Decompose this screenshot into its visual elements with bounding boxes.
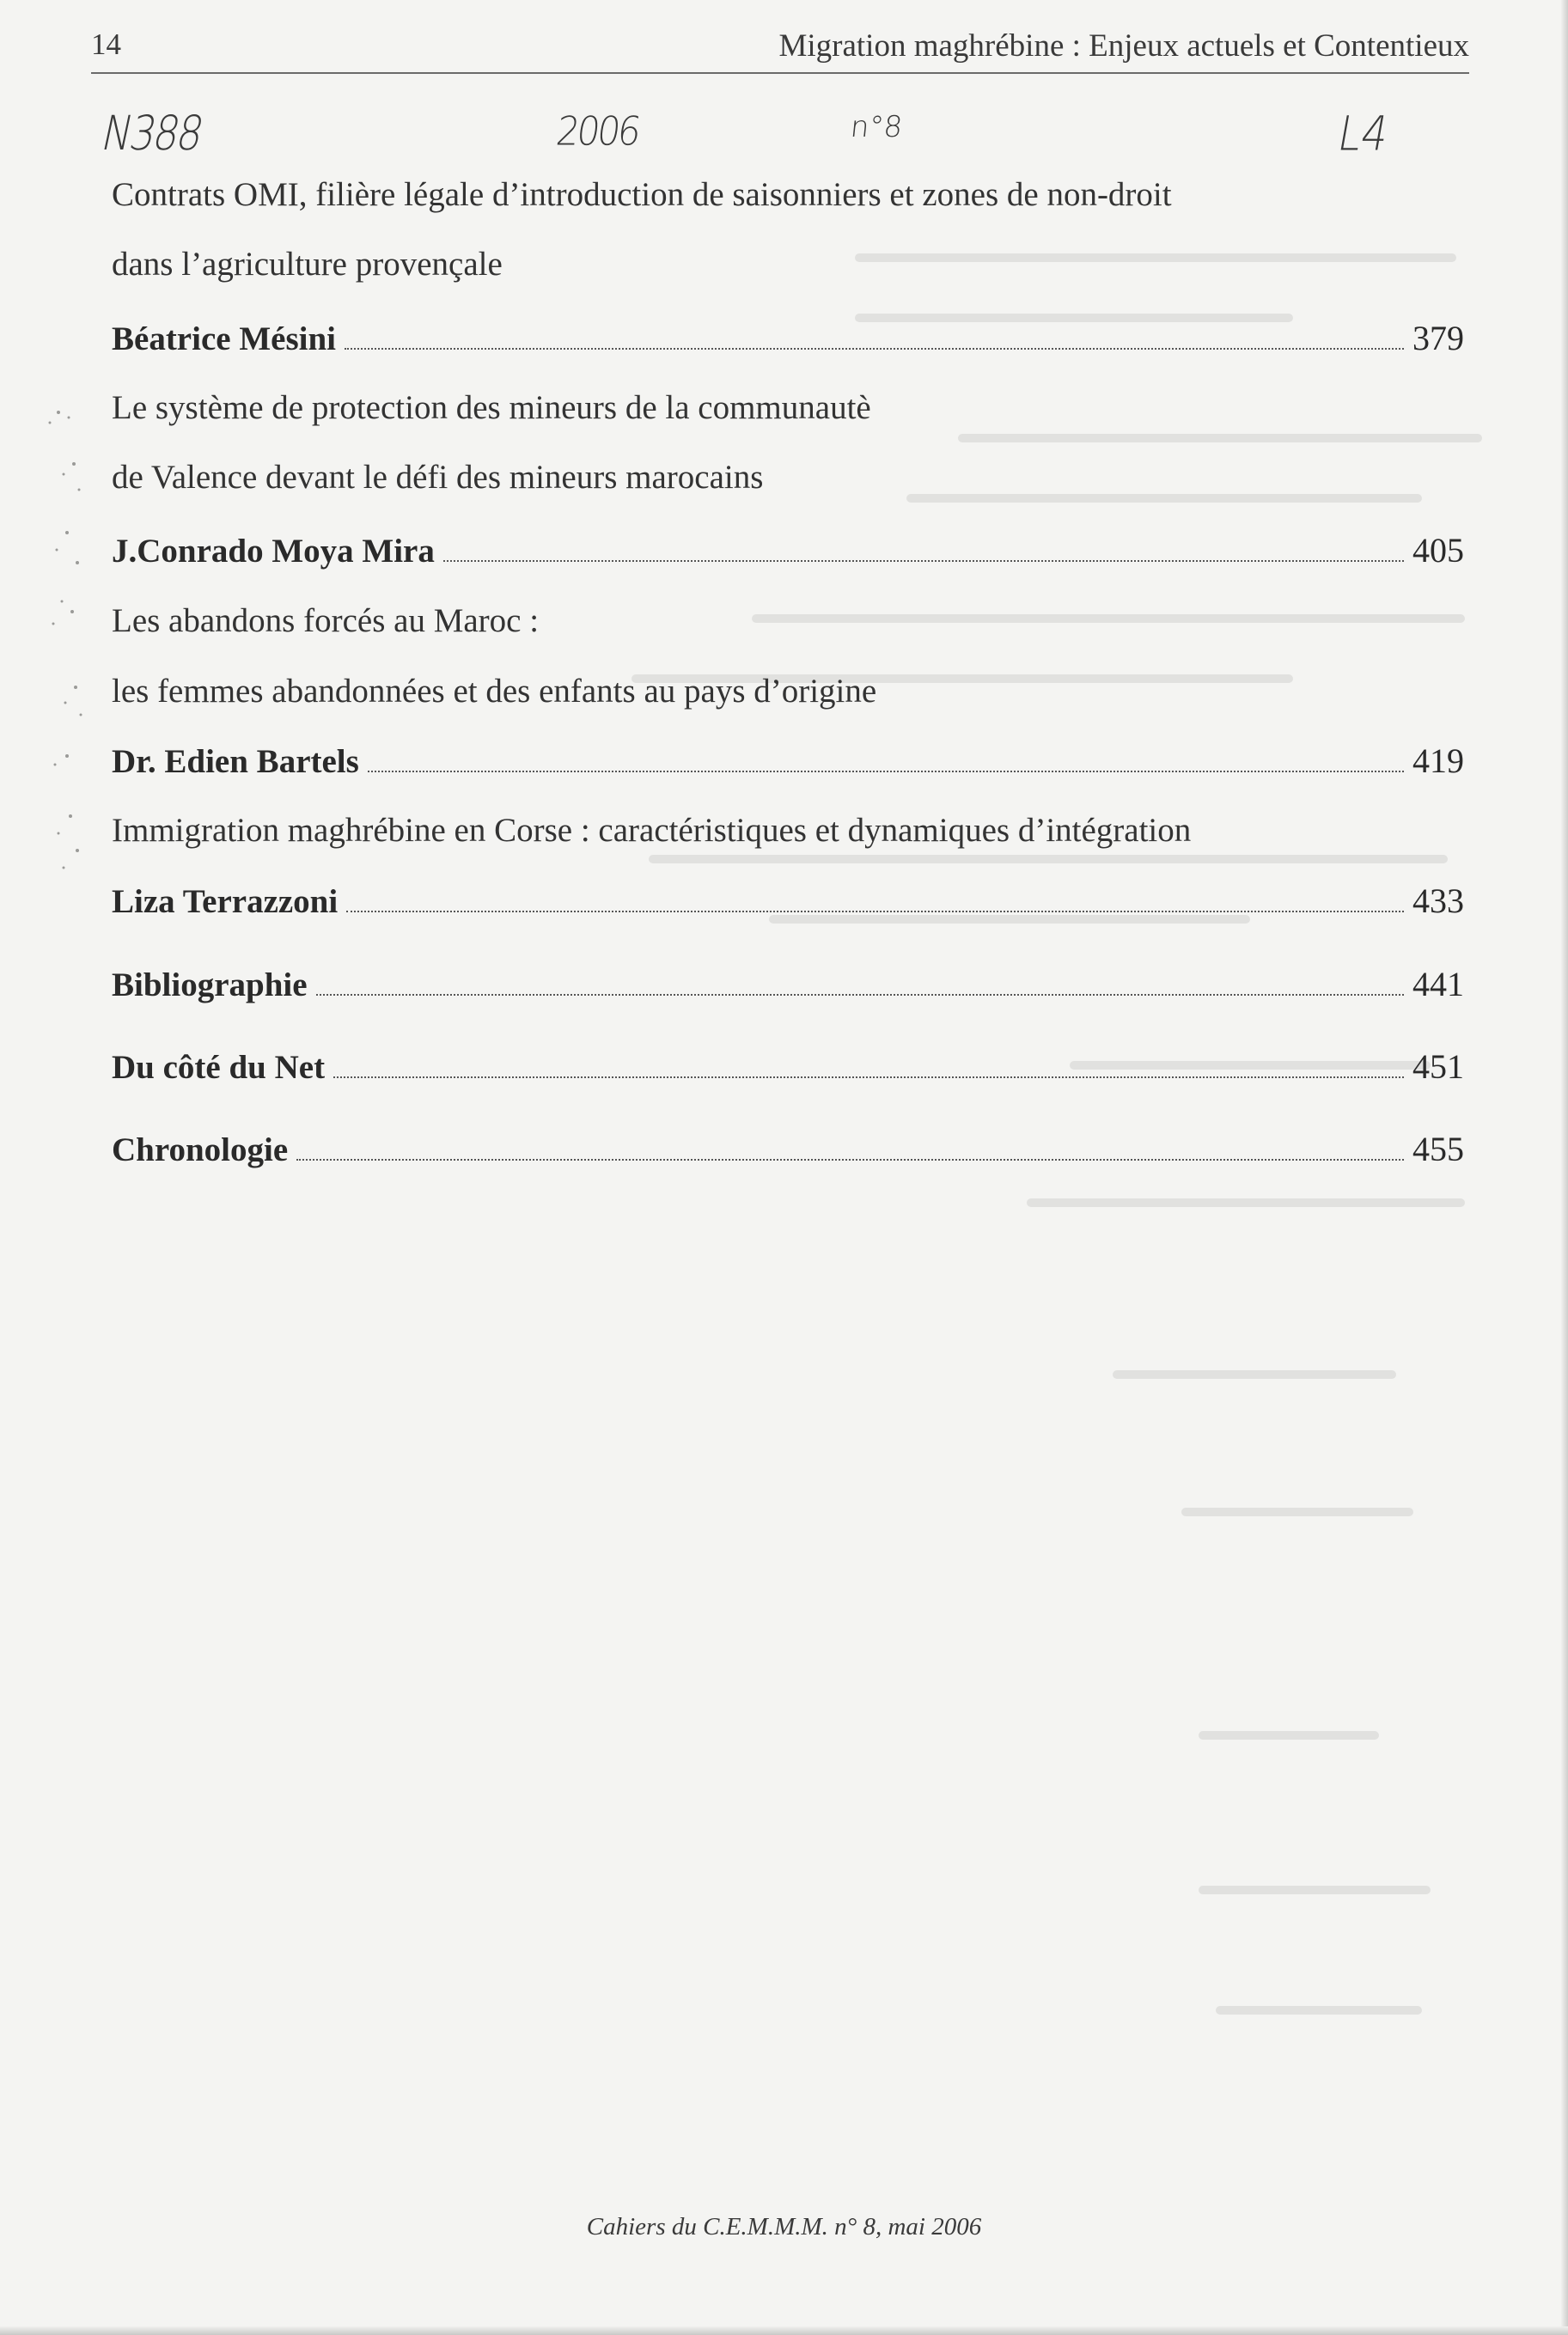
scan-bottom-shadow xyxy=(0,2326,1568,2335)
scan-edge-shadow xyxy=(1561,0,1568,2335)
toc-entry[interactable] xyxy=(112,1129,1464,1169)
handwritten-year: 2006 xyxy=(553,107,642,155)
toc-page-number: 455 xyxy=(1412,1130,1464,1168)
page-number: 14 xyxy=(91,27,121,61)
toc-section-title: Bibliographie xyxy=(112,966,308,1003)
dot-leader xyxy=(296,1158,1404,1161)
toc-page-number: 441 xyxy=(1412,965,1464,1003)
toc-title-line: de Valence devant le défi des mineurs marocains xyxy=(112,459,764,496)
dot-leader xyxy=(333,1076,1404,1078)
toc-entry[interactable] xyxy=(112,881,1464,921)
scan-specks xyxy=(24,404,93,885)
toc-entry[interactable] xyxy=(112,741,1464,781)
dot-leader xyxy=(346,910,1404,912)
handwritten-ref: L4 xyxy=(1333,106,1393,162)
toc-title-line: Immigration maghrébine en Corse : caractéristiques et dynamiques d’intégration xyxy=(112,812,1192,849)
toc-author: Liza Terrazzoni xyxy=(112,883,339,920)
toc-title-line: Les abandons forcés au Maroc : xyxy=(112,602,540,639)
toc-page-number: 433 xyxy=(1412,881,1464,920)
dot-leader xyxy=(345,347,1404,350)
toc-page-number: 405 xyxy=(1412,531,1464,570)
handwritten-issue: n°8 xyxy=(848,110,905,144)
handwritten-code: N388 xyxy=(97,105,208,162)
toc-entry[interactable] xyxy=(112,530,1464,570)
dot-leader xyxy=(443,559,1404,562)
toc-author: Dr. Edien Bartels xyxy=(112,743,359,780)
toc-author: Béatrice Mésini xyxy=(112,320,336,357)
page-header xyxy=(91,26,1469,74)
toc-title-line: Le système de protection des mineurs de la communautè xyxy=(112,389,871,426)
toc-entry[interactable] xyxy=(112,1046,1464,1087)
dot-leader xyxy=(368,770,1404,772)
toc-entry[interactable] xyxy=(112,964,1464,1004)
toc-title-line: Contrats OMI, filière légale d’introduction de saisonniers et zones de non-droit xyxy=(112,176,1172,213)
toc-page-number: 379 xyxy=(1412,319,1464,357)
dot-leader xyxy=(316,993,1404,996)
toc-entry[interactable] xyxy=(112,318,1464,358)
toc-title-line: les femmes abandonnées et des enfants au pays d’origine xyxy=(112,673,877,710)
running-title: Migration maghrébine : Enjeux actuels et Contentieux xyxy=(778,28,1469,64)
toc-page-number: 451 xyxy=(1412,1047,1464,1086)
toc-author: J.Conrado Moya Mira xyxy=(112,533,435,570)
page-footer: Cahiers du C.E.M.M.M. n° 8, mai 2006 xyxy=(586,2213,982,2241)
toc-section-title: Du côté du Net xyxy=(112,1049,326,1086)
toc-section-title: Chronologie xyxy=(112,1131,289,1168)
toc-page-number: 419 xyxy=(1412,741,1464,780)
toc-title-line: dans l’agriculture provençale xyxy=(112,246,503,283)
